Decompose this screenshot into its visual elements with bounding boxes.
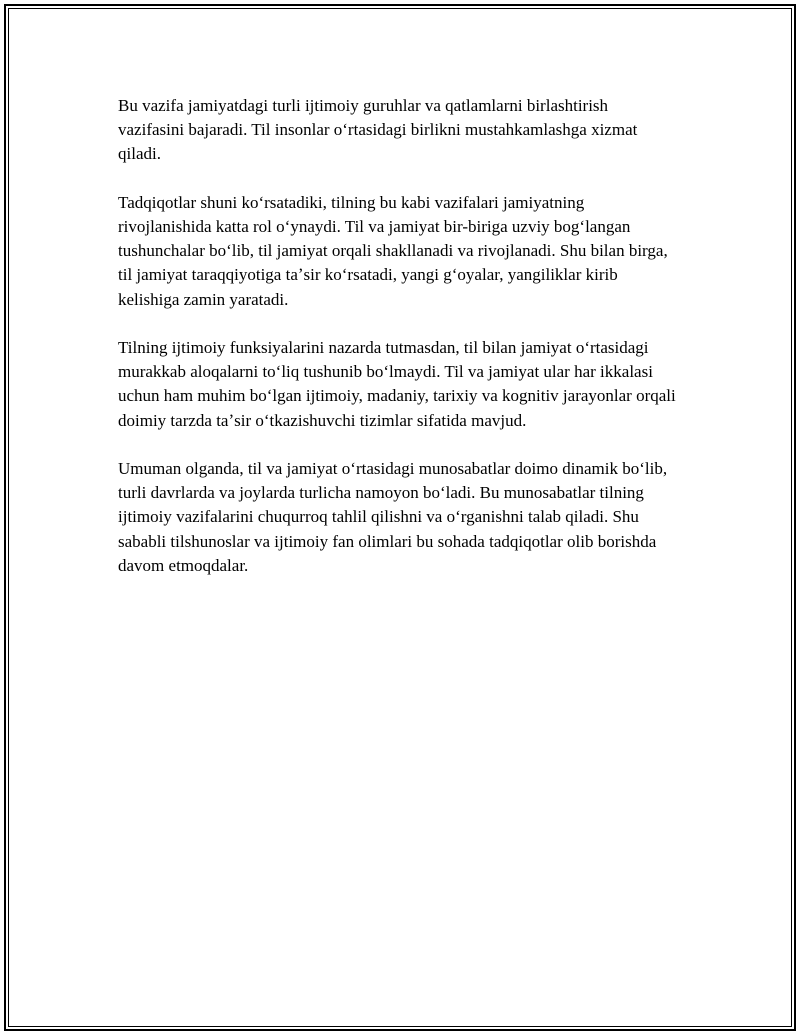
paragraph-4: Umuman olganda, til va jamiyat oʻrtasidagi munosabatlar doimo dinamik boʻlib, turli davrlarda va joylarda turlicha namoyon boʻladi. Bu munosabatlar tilning ijtimoiy vazifalarini chuqurroq tahlil qilishni va oʻrganishni talab qiladi. Shu sababli tilshunoslar va ijtimoiy fan olimlari bu sohada tadqiqotlar olib borishda davom etmoqdalar. <box>118 459 668 575</box>
paragraph-3: Tilning ijtimoiy funksiyalarini nazarda tutmasdan, til bilan jamiyat oʻrtasidagi murakkab aloqalarni toʻliq tushunib boʻlmaydi. Til va jamiyat ular har ikkalasi uchun ham muhim boʻlgan ijtimoiy, madaniy, tarixiy va kognitiv jarayonlar orqali doimiy tarzda taʼsir oʻtkazishuvchi tizimlar sifatida mavjud. <box>118 338 676 430</box>
paragraph-2: Tadqiqotlar shuni koʻrsatadiki, tilning bu kabi vazifalari jamiyatning rivojlanishida katta rol oʻynaydi. Til va jamiyat bir-biriga uzviy bogʻlangan tushunchalar boʻlib, til jamiyat orqali shakllanadi va rivojlanadi. Shu bilan birga, til jamiyat taraqqiyotiga taʼsir koʻrsatadi, yangi gʻoyalar, yangiliklar kirib kelishiga zamin yaratadi. <box>118 192 668 309</box>
document-body <box>118 94 678 602</box>
paragraph-1: Bu vazifa jamiyatdagi turli ijtimoiy guruhlar va qatlamlarni birlashtirish vazifasini bajaradi. Til insonlar oʻrtasidagi birlikni mustahkamlashga xizmat qiladi. <box>118 96 638 164</box>
